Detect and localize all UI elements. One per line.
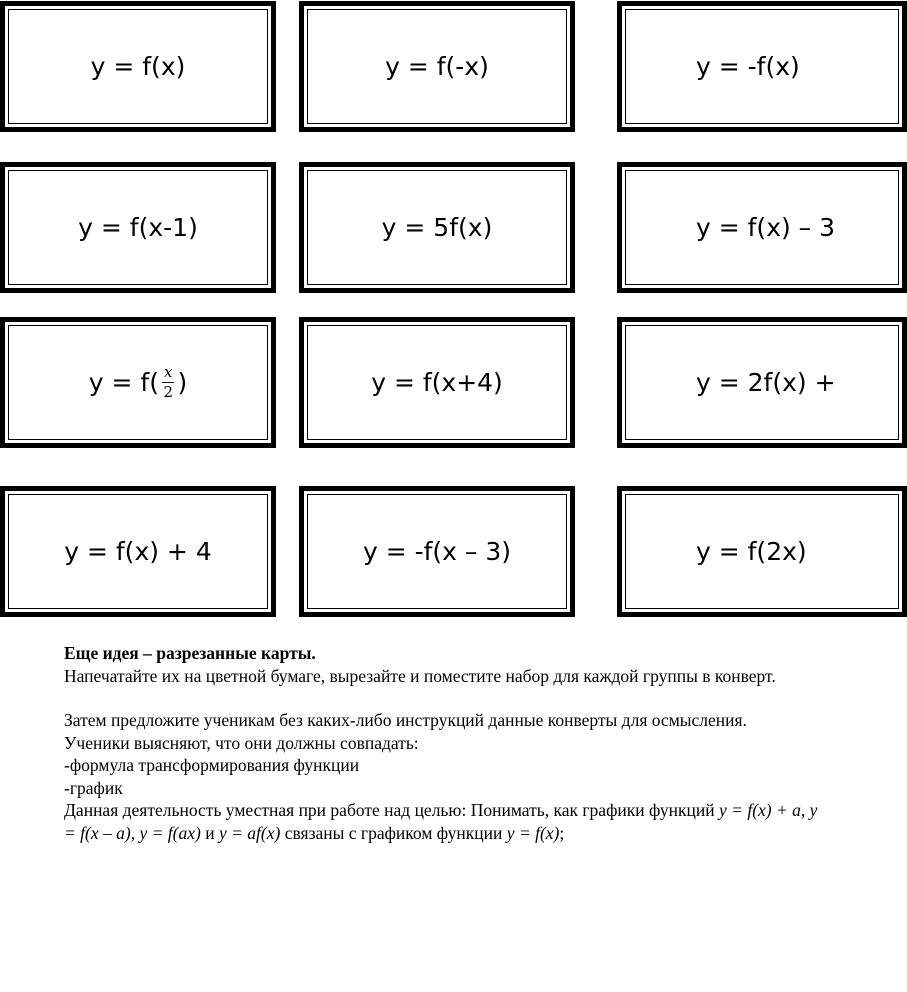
formula-card (299, 162, 575, 293)
list-item: -формула трансформирования функции (64, 755, 360, 775)
formula-card (0, 1, 276, 132)
card-formula: y = f(x) (90, 52, 186, 81)
card-formula: y = 5f(x) (381, 213, 493, 242)
list-item: -график (64, 777, 123, 798)
card-formula: y = f(x) – 3 (696, 213, 836, 242)
formula-card (617, 317, 907, 448)
card-formula: y = -f(x) (696, 52, 800, 81)
goal-intro: Данная деятельность уместная при работе над целью: Понимать, как графики функций (64, 800, 720, 820)
goal-formula-af: y = af(x) (218, 822, 281, 843)
goal-formula-list: y = f(x) + a, y = f(x – a), y = f(ax) (64, 800, 818, 843)
card-formula: y = f(-x) (385, 52, 489, 81)
card-formula: y = f(2x) (696, 537, 807, 566)
formula-card (617, 162, 907, 293)
instructions-text (64, 642, 824, 844)
card-formula: y = 2f(x) + (696, 368, 836, 397)
paragraph-offer: Затем предложите ученикам без каких-либо инструкций данные конверты для осмысления. (64, 710, 747, 730)
goal-middle: связаны с графиком функции (280, 822, 507, 843)
formula-prefix: y = f( (88, 368, 159, 397)
card-formula: y = -f(x – 3) (362, 537, 512, 566)
formula-card (0, 317, 276, 448)
fraction-denominator: 2 (163, 383, 173, 401)
formula-card (299, 1, 575, 132)
goal-and: и (200, 822, 219, 843)
formula-card (0, 486, 276, 617)
formula-card (299, 317, 575, 448)
paragraph-students: Ученики выясняют, что они должны совпадать: (64, 732, 419, 753)
formula-card (0, 162, 276, 293)
section-heading: Еще идея – разрезанные карты. (64, 643, 316, 663)
card-formula: y = f(x+4) (371, 368, 503, 397)
formula-card (617, 486, 907, 617)
paragraph-print: Напечатайте их на цветной бумаге, вырезайте и поместите набор для каждой группы в конверт. (64, 665, 776, 686)
formula-suffix: ) (177, 368, 188, 397)
formula-card (299, 486, 575, 617)
goal-formula-base: y = f(x) (506, 822, 560, 843)
card-formula: y = f(x) + 4 (64, 537, 212, 566)
paragraph-goal (64, 799, 824, 844)
fraction-numerator: x (163, 363, 173, 381)
goal-end: ; (559, 822, 565, 843)
card-formula (5, 322, 271, 443)
formula-card (617, 1, 907, 132)
fraction (162, 365, 174, 400)
spacer (64, 687, 824, 709)
card-formula: y = f(x-1) (78, 213, 198, 242)
